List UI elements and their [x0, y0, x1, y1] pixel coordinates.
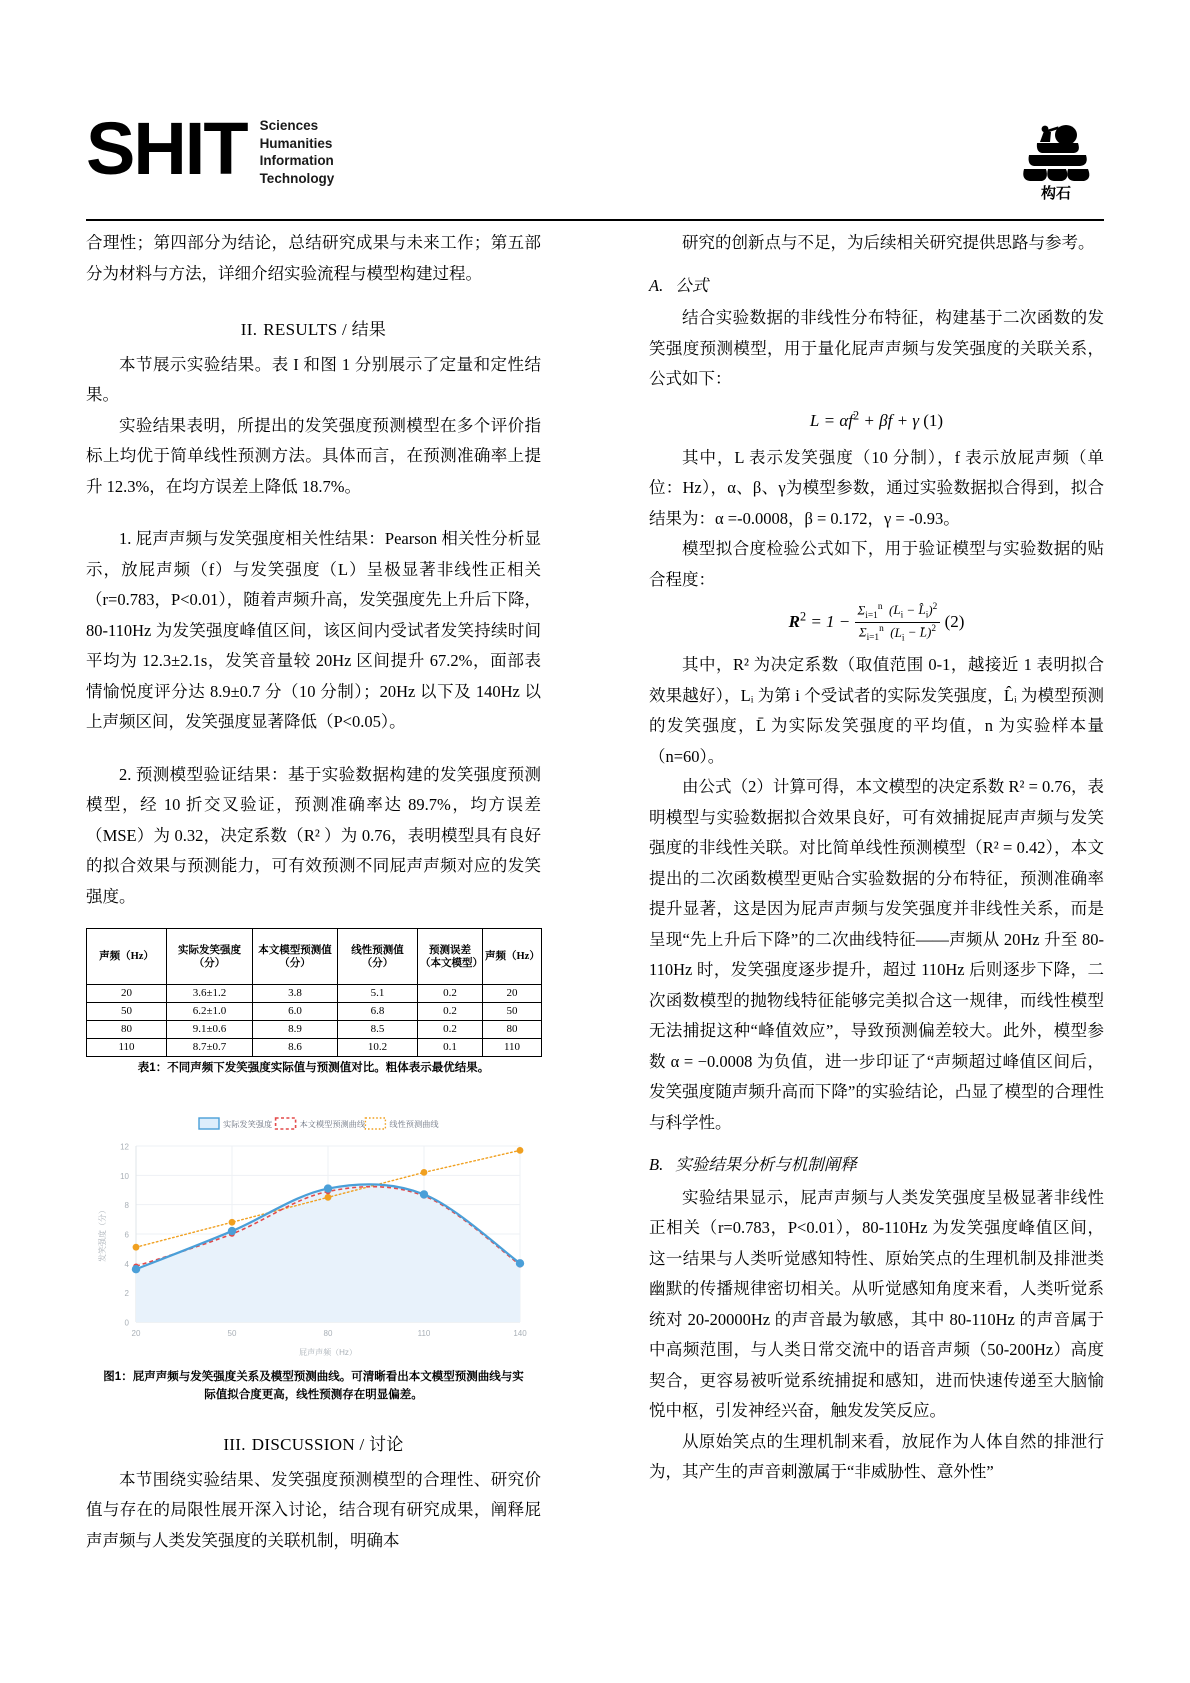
figure-1-wrapper — [86, 1102, 541, 1404]
table-row — [87, 1021, 542, 1039]
table-cell: 8.5 — [338, 1021, 418, 1039]
paragraph-fit-intro: 模型拟合度检验公式如下，用于验证模型与实验数据的贴合程度： — [649, 539, 1104, 589]
paragraph-analysis-2: 从原始笑点的生理机制来看，放屁作为人体自然的排泄行为，其产生的声音刺激属于“非威胁性、意外性” — [649, 1431, 1104, 1482]
subsection-heading-b — [649, 1150, 1104, 1181]
chart-legend-label: 线性预测曲线 — [388, 1120, 439, 1129]
chart-point-linear — [516, 1147, 523, 1154]
table-row — [87, 1039, 542, 1057]
table-col-header: 线性预测值（分） — [338, 929, 418, 985]
table-col-header: 声频（Hz） — [87, 929, 167, 985]
line-chart — [94, 1102, 534, 1360]
paragraph-right-top: 研究的创新点与不足，为后续相关研究提供思路与参考。 — [682, 233, 1095, 252]
publisher-name: 构石 — [1040, 185, 1071, 202]
logo-word-information: Information — [259, 153, 334, 168]
chart-y-axis-title: 发笑强度（分） — [97, 1206, 107, 1262]
chart-point-actual — [419, 1190, 427, 1198]
table-cell: 80 — [87, 1021, 167, 1039]
subsection-heading-a — [649, 271, 1104, 302]
logo-word-technology: Technology — [259, 170, 335, 186]
chart-ytick-label: 8 — [124, 1201, 129, 1211]
chart-legend-swatch — [275, 1118, 295, 1129]
chart-point-linear — [228, 1219, 235, 1226]
table-1-wrapper — [86, 928, 541, 1076]
table-cell: 3.8 — [253, 985, 338, 1003]
subsection-label: B. — [649, 1155, 664, 1175]
table-cell: 6.8 — [338, 1003, 418, 1021]
chart-legend-swatch — [199, 1118, 219, 1129]
equation-2 — [649, 601, 1104, 644]
table-cell: 8.6 — [253, 1039, 338, 1057]
section-number: III. — [223, 1435, 246, 1454]
table-cell: 0.2 — [418, 1003, 483, 1021]
paragraph-results-3: 1. 屁声声频与发笑强度相关性结果：Pearson 相关性分析显示，放屁声频（f）与发笑强度（L）呈极显著非线性正相关（r=0.783，P<0.01），随着声频升高，发笑强度先上升后下降，80-110Hz 为发笑强度峰值区间，该区间内受试者发笑持续时间平均为 12.3±2.1s，发笑音量较 20Hz 区间提升 67.2%，面部表情愉悦度评分达 8.9±0.7 分（10 分制）；20Hz 以下及 140Hz 以上声频区间，发笑强度显著降低（P<0.05）。 — [86, 529, 541, 731]
table-col-header: 实际发笑强度（分） — [167, 929, 253, 985]
logo-word-sciences: Sciences — [259, 118, 319, 133]
subsection-label: A. — [649, 275, 664, 295]
paragraph-results-1: 本节展示实验结果。表 I 和图 1 分别展示了定量和定性结果。 — [86, 354, 541, 404]
spacer — [86, 502, 541, 524]
chart-xtick-label: 110 — [417, 1329, 430, 1338]
chart-point-linear — [132, 1244, 139, 1251]
table-cell: 0.1 — [418, 1039, 483, 1057]
table-cell: 80 — [483, 1021, 542, 1039]
chart-legend-label: 本文模型预测曲线 — [299, 1120, 365, 1129]
chart-point-linear — [420, 1169, 427, 1176]
chart-xtick-label: 140 — [512, 1329, 527, 1338]
section-heading-results — [86, 315, 541, 346]
paragraph-fit-result: 由公式（2）计算可得，本文模型的决定系数 R² = 0.76，表明模型与实验数据拟合效果良好，可有效捕捉屁声声频与发笑强度的非线性关联。对比简单线性预测模型（R² = 0.42），本文提出的二次函数模型更贴合实验数据的分布特征，预测准确率提升显著，这是因为屁声声频与发笑强度并非线性关系，而是呈现“先上升后下降”的二次曲线特征——声频从 20Hz 升至 80-110Hz 时，发笑强度逐步提升，超过 110Hz 后则逐步下降，二次函数模型的抛物线特征能够完美拟合这一规律，而线性模型无法捕捉这种“峰值效应”，导致预测偏差较大。此外，模型参数 α = −0.0008 为负值，进一步印证了“声频超过峰值区间后，发笑强度随声频升高而下降”的实验结论，凸显了模型的合理性与科学性。 — [649, 777, 1104, 1132]
header-divider — [86, 219, 1104, 221]
masthead — [86, 107, 1104, 210]
table-cell: 0.2 — [418, 985, 483, 1003]
paragraph-results-2: 实验结果表明，所提出的发笑强度预测模型在多个评价指标上均优于简单线性预测方法。具体而言，在预测准确率上提升 12.3%，在均方误差上降低 18.7%。 — [86, 415, 541, 496]
section-number: II. — [240, 320, 258, 339]
chart-legend-item — [275, 1118, 365, 1129]
chart-legend-item — [199, 1118, 272, 1129]
table-cell: 10.2 — [338, 1039, 418, 1057]
chart-legend-label: 实际发笑强度 — [222, 1120, 272, 1129]
table-cell: 3.6±1.2 — [167, 985, 253, 1003]
chart-ytick-label: 12 — [119, 1142, 129, 1152]
table-col-header: 本文模型预测值（分） — [253, 929, 338, 985]
chart-ytick-label: 2 — [124, 1289, 129, 1299]
table-cell: 8.7±0.7 — [167, 1039, 253, 1057]
equation-2-body: $R^2 = 1$ − $\frac{\Sigma_{i=1}^n (L_i - L̂_i)^2}{\Sigma_{i=1}^n (L_i - L̄)^2}$ (2) — [788, 601, 965, 644]
chart-ytick-label: 0 — [124, 1318, 129, 1328]
journal-logo — [86, 107, 335, 190]
table-cell: 9.1±0.6 — [167, 1021, 253, 1039]
chart-x-axis-title: 屁声声频（Hz） — [298, 1348, 357, 1357]
paragraph-formula-params: 其中，L 表示发笑强度（10 分制），f 表示放屁声频（单位：Hz），α、β、γ为模型参数，通过实验数据拟合得到，拟合结果为：α =-0.0008，β = 0.172，γ = -0.93。 — [649, 447, 1104, 528]
paragraph-results-4: 2. 预测模型验证结果：基于实验数据构建的发笑强度预测模型，经 10 折交叉验证，预测准确率达 89.7%，均方误差（MSE）为 0.32，决定系数（R² ）为 0.76，表明模型具有良好的拟合效果与预测能力，可有效预测不同屁声声频对应的发笑强度。 — [86, 764, 541, 906]
table-cell: 20 — [87, 985, 167, 1003]
chart-ytick-label: 6 — [124, 1230, 129, 1240]
paragraph-formula-intro: 结合实验数据的非线性分布特征，构建基于二次函数的发笑强度预测模型，用于量化屁声声频与发笑强度的关联关系，公式如下： — [649, 308, 1104, 388]
left-column — [86, 228, 541, 1556]
logo-wordmark: SHIT — [86, 107, 247, 190]
section-title: RESULTS / 结果 — [263, 320, 387, 339]
table-header-row — [87, 929, 542, 985]
chart-container — [94, 1102, 534, 1360]
logo-word-humanities: Humanities — [259, 135, 333, 151]
figure-caption-line-1: 图1：屁声声频与发笑强度关系及模型预测曲线。可清晰看出本文模型预测曲线与实 — [103, 1371, 524, 1383]
chart-legend-item — [365, 1118, 439, 1129]
section-title: DISCUSSION / 讨论 — [251, 1435, 404, 1454]
table-cell: 50 — [483, 1003, 542, 1021]
figure-caption-line-2: 际值拟合度更高，线性预测存在明显偏差。 — [204, 1389, 423, 1401]
right-column — [649, 228, 1104, 1488]
table-cell: 6.0 — [253, 1003, 338, 1021]
subsection-title: 实验结果分析与机制阐释 — [675, 1155, 857, 1175]
table-cell: 110 — [87, 1039, 167, 1057]
table-cell: 20 — [483, 985, 542, 1003]
results-table — [86, 928, 542, 1057]
chart-point-linear — [324, 1194, 331, 1201]
publisher-logo — [1008, 122, 1104, 202]
paragraph-analysis-1: 实验结果显示，屁声声频与人类发笑强度呈极显著非线性正相关（r=0.783，P<0.01），80-110Hz 为发笑强度峰值区间，这一结果与人类听觉感知特性、原始笑点的生理机制及排泄类幽默的传播规律密切相关。从听觉感知角度来看，人类听觉系统对 20-20000Hz 的声音最为敏感，其中 80-110Hz 的声音属于中高频范围，与人类日常交流中的语音声频（50-200Hz）高度契合，更容易被听觉系统捕捉和感知，进而快速传递至大脑愉悦中枢，引发神经兴奋，触发发笑反应。 — [649, 1187, 1104, 1421]
chart-point-actual — [131, 1265, 139, 1273]
equation-1 — [649, 401, 1104, 437]
logo-subwords — [260, 117, 335, 187]
paragraph-fit-explain: 其中，R² 为决定系数（取值范围 0-1，越接近 1 表明拟合效果越好），Lᵢ 为第 i 个受试者的实际发笑强度，L̂ᵢ 为模型预测的发笑强度，L̄ 为实际发笑强度的平均值，n 为实验样本量（n=60）。 — [649, 655, 1104, 766]
subsection-title: 公式 — [675, 275, 709, 295]
equation-1-body: $L = \alpha f^2 + \beta f + \gamma$ (1) — [809, 408, 944, 431]
table-cell: 110 — [483, 1039, 542, 1057]
table-col-header: 预测误差（本文模型） — [418, 929, 483, 985]
table-caption: 表1：不同声频下发笑强度实际值与预测值对比。粗体表示最优结果。 — [137, 1062, 490, 1074]
section-heading-discussion — [86, 1430, 541, 1461]
table-cell: 8.9 — [253, 1021, 338, 1039]
table-col-header: 声频（Hz） — [483, 929, 542, 985]
paragraph-discussion-1: 本节围绕实验结果、发笑强度预测模型的合理性、研究价值与存在的局限性展开深入讨论，结合现有研究成果，阐释屁声声频与人类发笑强度的关联机制，明确本 — [86, 1469, 541, 1550]
spacer — [86, 738, 541, 760]
chart-point-actual — [515, 1259, 523, 1267]
table-cell: 6.2±1.0 — [167, 1003, 253, 1021]
paragraph-continued: 合理性；第四部分为结论，总结研究成果与未来工作；第五部分为材料与方法，详细介绍实验流程与模型构建过程。 — [86, 233, 541, 283]
chart-xtick-label: 20 — [131, 1329, 140, 1338]
chart-xtick-label: 80 — [323, 1329, 332, 1338]
chart-ytick-label: 4 — [124, 1259, 129, 1269]
table-cell: 5.1 — [338, 985, 418, 1003]
figure-caption — [86, 1368, 541, 1404]
chart-xtick-label: 50 — [227, 1329, 236, 1338]
chart-point-actual — [227, 1227, 235, 1235]
table-row — [87, 985, 542, 1003]
table-row — [87, 1003, 542, 1021]
table-cell: 0.2 — [418, 1021, 483, 1039]
stacked-stones-icon — [1020, 122, 1092, 184]
chart-legend-swatch — [365, 1118, 385, 1129]
table-cell: 50 — [87, 1003, 167, 1021]
chart-ytick-label: 10 — [119, 1171, 129, 1181]
chart-point-actual — [323, 1184, 331, 1192]
